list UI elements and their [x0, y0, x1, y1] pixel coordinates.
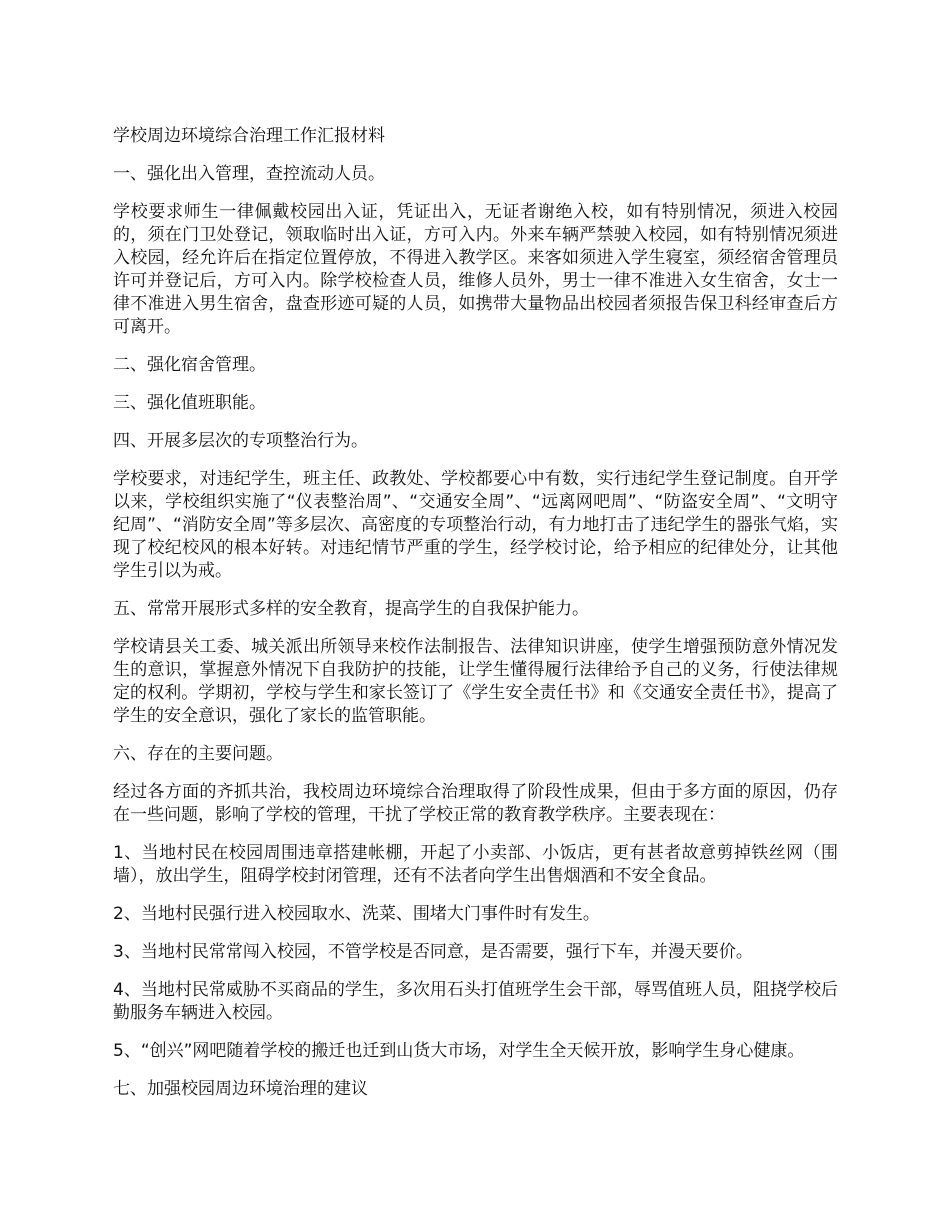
- heading-4: 四、开展多层次的专项整治行为。: [113, 431, 368, 451]
- paragraph-problems-intro: 经过各方面的齐抓共治，我校周边环境综合治理取得了阶段性成果，但由于多方面的原因，仍存在一些问题，影响了学校的管理，干扰了学校正常的教育教学秩序。主要表现在：: [113, 782, 838, 825]
- heading-1: 一、强化出入管理，查控流动人员。: [113, 164, 385, 184]
- list-item-5: 5、“创兴”网吧随着学校的搬迁也迁到山货大市场，对学生全天候开放，影响学生身心健康。: [113, 1041, 805, 1061]
- list-item-1: 1、当地村民在校园周围违章搭建帐棚，开起了小卖部、小饭店，更有甚者故意剪掉铁丝网（围墙），放出学生，阻碍学校封闭管理，还有不法者向学生出售烟酒和不安全食品。: [113, 843, 838, 886]
- heading-7: 七、加强校园周边环境治理的建议: [113, 1079, 368, 1099]
- document-body: [113, 125, 838, 1116]
- heading-6: 六、存在的主要问题。: [113, 744, 283, 764]
- list-item-4: 4、当地村民常威胁不买商品的学生，多次用石头打值班学生会干部，辱骂值班人员，阻挠学校后勤服务车辆进入校园。: [113, 980, 838, 1023]
- list-item-3: 3、当地村民常常闯入校园，不管学校是否同意，是否需要，强行下车，并漫天要价。: [113, 942, 753, 962]
- paragraph-safety-education: 学校请县关工委、城关派出所领导来校作法制报告、法律知识讲座，使学生增强预防意外情况发生的意识，掌握意外情况下自我防护的技能，让学生懂得履行法律给予自己的义务，行使法律规定的权利。学期初，学校与学生和家长签订了《学生安全责任书》和《交通安全责任书》，提高了学生的安全意识，强化了家长的监管职能。: [113, 637, 838, 726]
- heading-5: 五、常常开展形式多样的安全教育，提高学生的自我保护能力。: [113, 599, 589, 619]
- document-title: 学校周边环境综合治理工作汇报材料: [113, 126, 385, 146]
- list-item-2: 2、当地村民强行进入校园取水、洗菜、围堵大门事件时有发生。: [113, 904, 600, 924]
- paragraph-entry-management: 学校要求师生一律佩戴校园出入证，凭证出入，无证者谢绝入校，如有特别情况，须进入校园的，须在门卫处登记，领取临时出入证，方可入内。外来车辆严禁驶入校园，如有特别情况须进入校园，经允许后在指定位置停放，不得进入教学区。来客如须进入学生寝室，须经宿舍管理员许可并登记后，方可入内。除学校检查人员，维修人员外，男士一律不准进入女生宿舍，女士一律不准进入男生宿舍，盘查形迹可疑的人员，如携带大量物品出校园者须报告保卫科经审查后方可离开。: [113, 202, 838, 337]
- heading-3: 三、强化值班职能。: [113, 393, 266, 413]
- paragraph-special-rectification: 学校要求，对违纪学生，班主任、政教处、学校都要心中有数，实行违纪学生登记制度。自开学以来，学校组织实施了“仪表整治周”、“交通安全周”、“远离网吧周”、“防盗安全周”、“文明守纪周”、“消防安全周”等多层次、高密度的专项整治行动，有力地打击了违纪学生的器张气焰，实现了校纪校风的根本好转。对违纪情节严重的学生，经学校讨论，给予相应的纪律处分，让其他学生引以为戒。: [113, 469, 838, 581]
- heading-2: 二、强化宿舍管理。: [113, 355, 266, 375]
